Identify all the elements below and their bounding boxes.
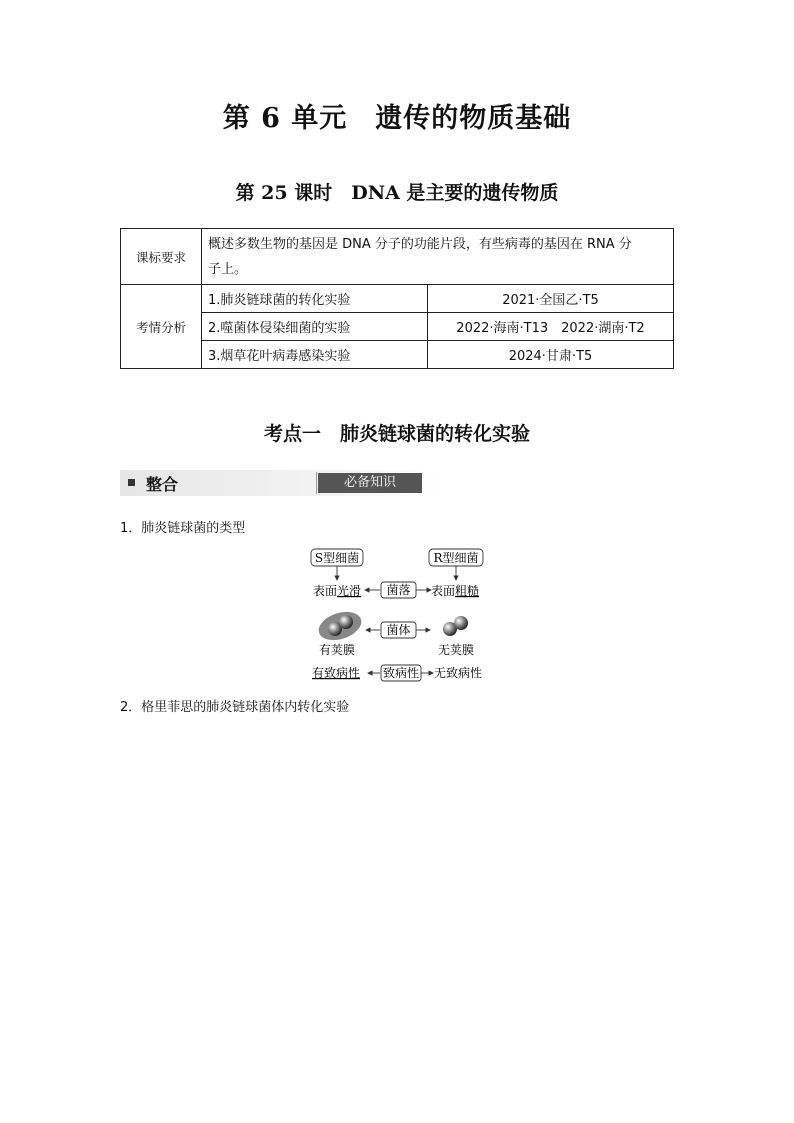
s-virulence-label: 有致病性 [312,666,361,680]
banner-label-integrate: 整合 [146,475,179,494]
r-surface-label: 表面粗糙 [431,584,480,598]
section-banner [120,470,438,496]
colony-box [381,582,416,598]
square-bullet-icon [128,479,135,486]
r-type-box [429,549,483,566]
r-bacterium-icon [454,616,468,630]
r-capsule-label: 无荚膜 [437,643,475,657]
r-virulence-label: 无致病性 [434,666,483,680]
virulence-box [381,665,421,681]
source-cell: 2021·全国乙·T5 [428,285,674,313]
requirement-line-1: 概述多数生物的基因是 DNA 分子的功能片段，有些病毒的基因在 RNA 分 [208,236,632,252]
section-heading-1: 1．肺炎链球菌的类型 [120,521,246,536]
topic-cell: 2.噬菌体侵染细菌的实验 [202,313,428,341]
requirement-label: 课标要求 [121,229,202,285]
s-capsule-label: 有荚膜 [318,643,356,657]
s-type-label: S型细菌 [314,551,360,565]
r-type-label: R型细菌 [433,551,479,565]
requirement-line-2: 子上。 [208,261,248,277]
section-heading-2: 2．格里菲思的肺炎链球菌体内转化实验 [120,700,350,715]
s-type-box [311,549,363,566]
s-bacterium-icon [339,615,353,629]
banner-label-knowledge: 必备知识 [318,473,422,493]
banner-divider [316,472,317,494]
cell-body-label: 菌体 [386,623,411,637]
topic-cell: 3.烟草花叶病毒感染实验 [202,341,428,369]
source-cell: 2024·甘肃·T5 [428,341,674,369]
topic-cell: 1.肺炎链球菌的转化实验 [202,285,428,313]
colony-label: 菌落 [386,583,411,597]
requirement-text [202,229,674,285]
lesson-title: 第 25 课时 DNA 是主要的遗传物质 [235,182,559,204]
s-surface-label: 表面光滑 [313,584,362,598]
kaodian-title: 考点一 肺炎链球菌的转化实验 [263,423,530,445]
bacteria-type-diagram [300,540,500,690]
source-cell: 2022·海南·T13 2022·湖南·T2 [428,313,674,341]
unit-title: 第 6 单元 遗传的物质基础 [222,103,572,134]
curriculum-table [120,228,674,369]
virulence-label: 致病性 [382,666,420,680]
analysis-label: 考情分析 [121,285,202,369]
cell-body-box [381,622,416,638]
